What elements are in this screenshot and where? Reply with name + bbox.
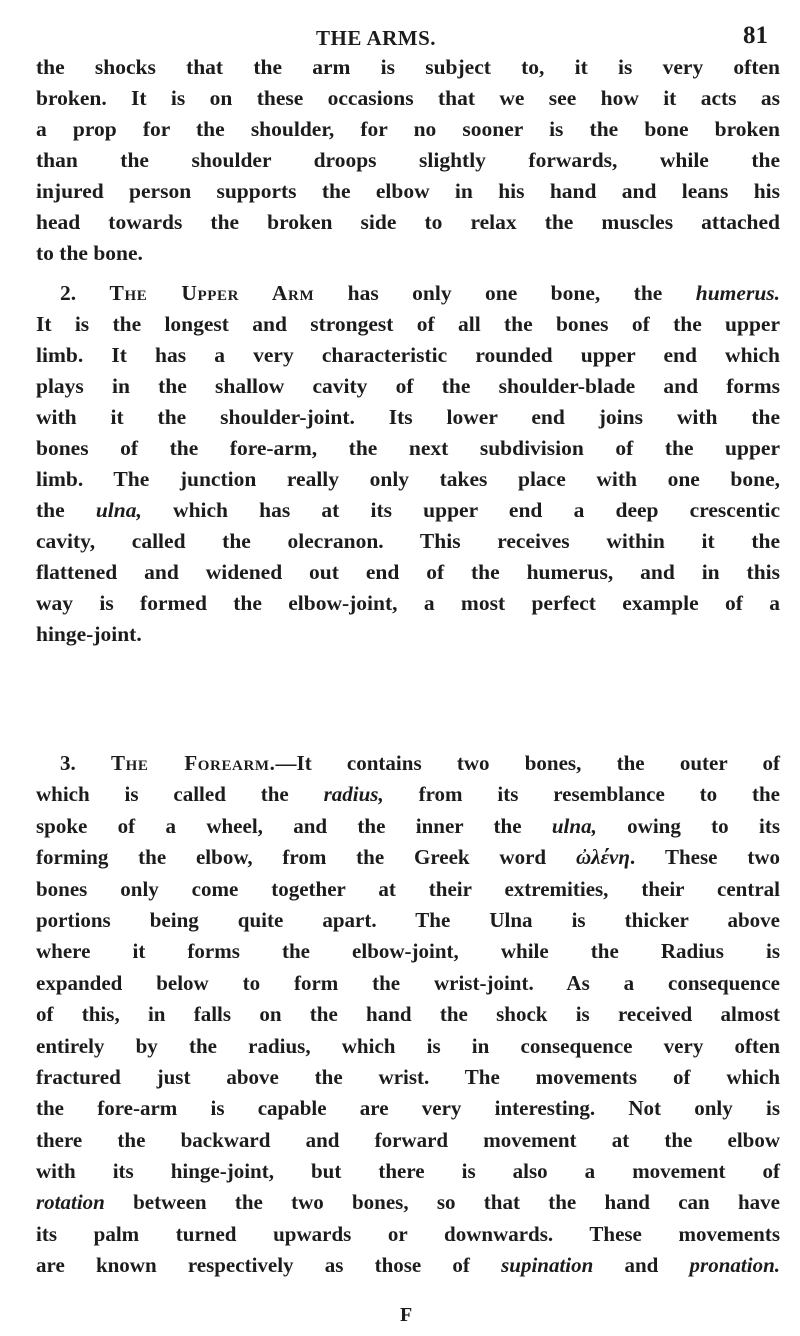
text-line: forming the elbow, from the Greek word ὠλένη. These two xyxy=(36,845,780,870)
section-heading: The Forearm. xyxy=(111,751,276,775)
text-line: injured person supports the elbow in his hand and leans his xyxy=(36,179,780,203)
text-line: a prop for the shoulder, for no sooner is the bone broken xyxy=(36,117,780,141)
term-humerus: humerus. xyxy=(695,281,781,305)
text-line: spoke of a wheel, and the inner the ulna, owing to its xyxy=(36,813,780,838)
text-line: the ulna, which has at its upper end a deep crescentic xyxy=(36,498,780,522)
text-line: bones only come together at their extremities, their central xyxy=(36,876,780,901)
text-line: with it the shoulder-joint. Its lower end joins with the xyxy=(36,405,780,429)
term-ulna: ulna, xyxy=(95,498,142,522)
text-line: bones of the fore-arm, the next subdivision of the upper xyxy=(36,436,780,460)
text-line: which is called the radius, from its resemblance to the xyxy=(36,782,781,807)
text-line: flattened and widened out end of the humerus, and in this xyxy=(36,560,780,584)
term-rotation: rotation xyxy=(36,1190,105,1215)
text-line: rotation between the two bones, so that the hand can have xyxy=(36,1190,780,1215)
text-line: 2. The Upper Arm has only one bone, the humerus. xyxy=(60,281,781,305)
term-supination: supination xyxy=(501,1253,594,1278)
paragraph-2-upper-arm xyxy=(36,278,780,650)
text-line: than the shoulder droops slightly forwards, while the xyxy=(36,148,780,172)
text-line: fractured just above the wrist. The movements of which xyxy=(36,1064,780,1089)
printer-signature-mark: F xyxy=(400,1304,413,1326)
text-line: its palm turned upwards or downwards. These movements xyxy=(36,1221,780,1246)
text-line: expanded below to form the wrist-joint. As a consequence xyxy=(36,970,780,995)
text-line: plays in the shallow cavity of the shoulder-blade and forms xyxy=(36,374,780,398)
greek-word: ὠλένη xyxy=(575,845,630,870)
section-heading: The Upper Arm xyxy=(109,281,315,305)
text-line: the shocks that the arm is subject to, it is very often xyxy=(36,55,780,79)
text-line: where it forms the elbow-joint, while the Radius is xyxy=(36,939,780,964)
text-line: are known respectively as those of supination and pronation. xyxy=(36,1253,780,1278)
text-line: limb. It has a very characteristic rounded upper end which xyxy=(36,343,780,367)
text-line: hinge-joint. xyxy=(36,622,142,646)
text-line: cavity, called the olecranon. This receives within it the xyxy=(36,529,780,553)
page-number: 81 xyxy=(743,22,768,49)
paragraph-3-forearm xyxy=(36,748,780,1282)
term-radius: radius, xyxy=(323,782,384,807)
text-line: head towards the broken side to relax the muscles attached xyxy=(36,210,780,234)
running-head: THE ARMS. xyxy=(316,26,437,50)
text-line: entirely by the radius, which is in consequence very often xyxy=(36,1033,780,1058)
text-line: broken. It is on these occasions that we see how it acts as xyxy=(36,86,780,110)
text-line: way is formed the elbow-joint, a most perfect example of a xyxy=(36,591,780,615)
term-ulna: ulna, xyxy=(551,813,597,838)
text-line: of this, in falls on the hand the shock is received almost xyxy=(36,1002,780,1027)
text-line: to the bone. xyxy=(36,241,143,265)
text-line: limb. The junction really only takes place with one bone, xyxy=(36,467,780,491)
text-line: 3. The Forearm.—It contains two bones, the outer of xyxy=(60,751,780,775)
text-line: portions being quite apart. The Ulna is thicker above xyxy=(36,907,780,932)
text-line: It is the longest and strongest of all the bones of the upper xyxy=(36,312,780,336)
paragraph-1 xyxy=(36,52,780,269)
text-line: there the backward and forward movement at the elbow xyxy=(36,1127,780,1152)
text-line: with its hinge-joint, but there is also a movement of xyxy=(36,1159,780,1184)
section-number: 2. xyxy=(60,281,77,305)
text-line: the fore-arm is capable are very interesting. Not only is xyxy=(36,1096,780,1121)
section-number: 3. xyxy=(60,751,76,775)
term-pronation: pronation. xyxy=(689,1253,780,1278)
